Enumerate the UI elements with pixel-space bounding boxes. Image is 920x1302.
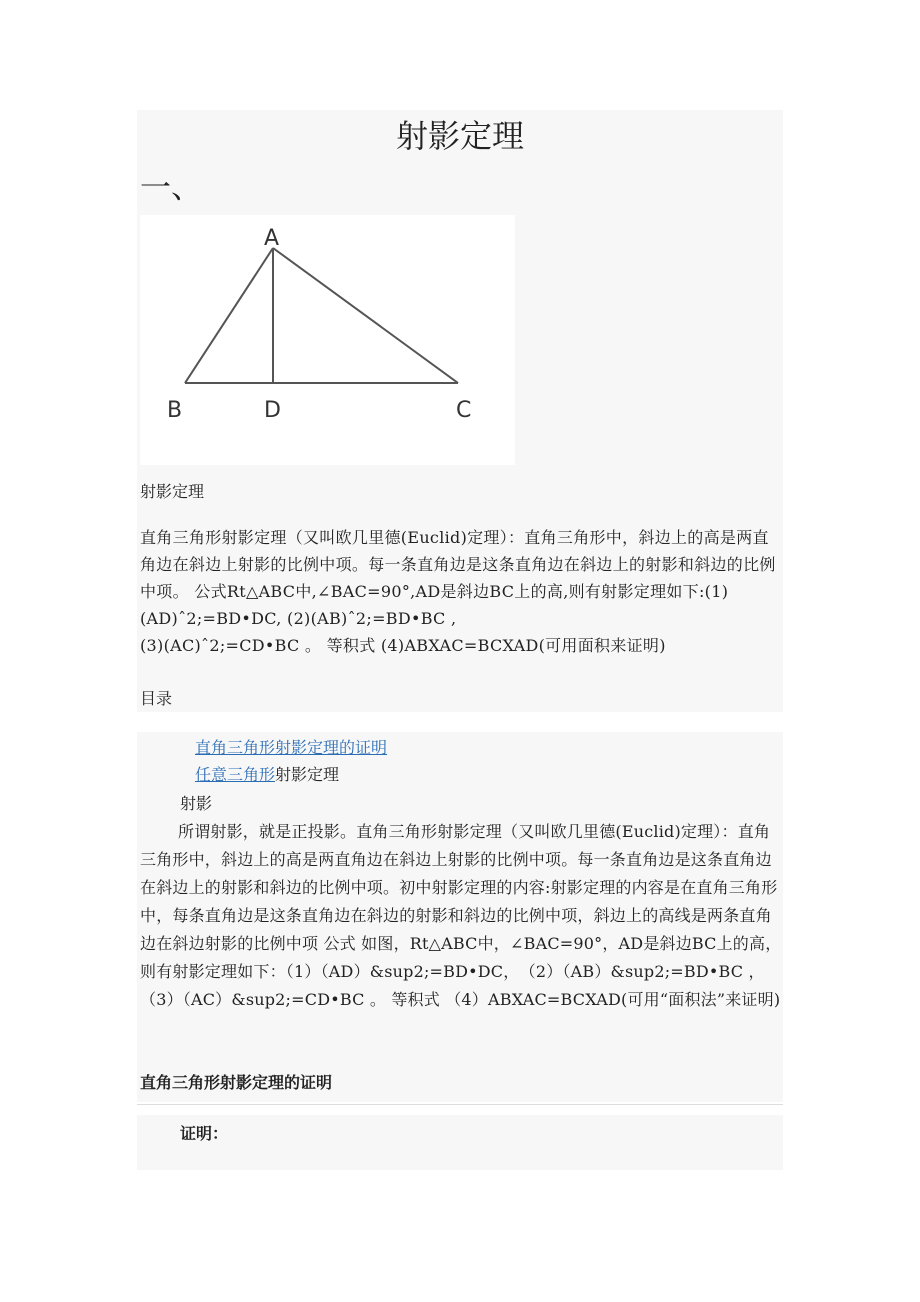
paragraph-definition-line2: (3)(AC)ˆ2;=CD•BC 。 等积式 (4)ABXAC=BCXAD(可用面积来证明) [140, 636, 666, 655]
section-subtitle: 射影 [180, 794, 213, 813]
label-a: A [264, 226, 280, 251]
label-c: C [456, 398, 472, 423]
toc-item [195, 761, 387, 788]
section-divider [137, 1104, 783, 1105]
proof-block [137, 1115, 783, 1170]
toc-title: 目录 [140, 689, 173, 708]
toc-item [195, 734, 387, 761]
label-b: B [167, 398, 183, 423]
paragraph-definition [140, 524, 785, 659]
toc-link-any-triangle[interactable]: 任意三角形 [195, 765, 276, 784]
table-of-contents [195, 734, 387, 788]
toc-link-proof[interactable]: 直角三角形射影定理的证明 [195, 738, 388, 757]
proof-section-heading: 直角三角形射影定理的证明 [140, 1073, 333, 1092]
paragraph-projection [140, 818, 785, 1014]
label-d: D [264, 398, 281, 423]
triangle-figure [140, 215, 515, 465]
paragraph-projection-text: 所谓射影，就是正投影。直角三角形射影定理（又叫欧几里德(Euclid)定理）：直角三角形中，斜边上的高是两直角边在斜边上射影的比例中项。每一条直角边是这条直角边在斜边上的射影和斜边的比例中项。初中射影定理的内容:射影定理的内容是在直角三角形中，每条直角边是这条直角边在斜边的射影和斜边的比例中项，斜边上的高线是两条直角边在斜边射影的比例中项 公式 如图，Rt△ABC中，∠BAC=90°，AD是斜边BC上的高，则有射影定理如下：（1）（AD）&sup2;=BD•DC， （2）（AB）&sup2;=BD•BC ， （3）（AC）&sup2;=CD•BC 。 等积式 （4）ABXAC=BCXAD(可用“面积法”来证明) [140, 822, 782, 1009]
page-title: 射影定理 [395, 117, 524, 155]
figure-caption: 射影定理 [140, 482, 205, 501]
paragraph-definition-text: 直角三角形射影定理（又叫欧几里德(Euclid)定理）：直角三角形中，斜边上的高是两直角边在斜边上射影的比例中项。每一条直角边是这条直角边在斜边上的射影和斜边的比例中项。 公式Rt△ABC中,∠BAC=90°,AD是斜边BC上的高,则有射影定理如下:(1)(AD)ˆ2;=BD•DC, (2)(AB)ˆ2;=BD•BC , [140, 528, 776, 628]
triangle-diagram [140, 215, 515, 465]
side-ab [185, 248, 273, 383]
toc-item-suffix: 射影定理 [275, 765, 340, 784]
section-number-heading: 一、 [140, 170, 202, 206]
proof-label: 证明： [180, 1124, 229, 1143]
side-ac [273, 248, 458, 383]
